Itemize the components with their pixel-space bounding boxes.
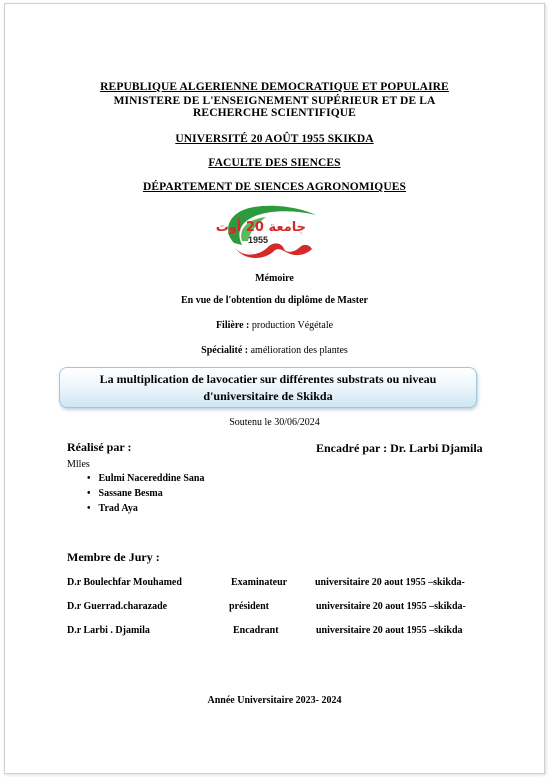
- jury-title: Membre de Jury :: [67, 550, 160, 564]
- jury-member-name: D.r Larbi . Djamila: [67, 625, 150, 636]
- thesis-title-box: [59, 367, 477, 408]
- header-republic: REPUBLIQUE ALGERIENNE DEMOCRATIQUE ET POPULAIRE: [100, 81, 449, 93]
- jury-member-role: Examinateur: [231, 577, 288, 588]
- defense-date: Soutenu le 30/06/2024: [229, 417, 320, 428]
- logo-red-wave: [234, 243, 312, 258]
- jury-member-role: président: [229, 601, 269, 612]
- thesis-title-line2: d'universitaire de Skikda: [203, 389, 333, 403]
- student-item: • Sassane Besma: [87, 488, 163, 499]
- specialite-value: amélioration des plantes: [248, 345, 348, 356]
- student-item: • Trad Aya: [87, 503, 138, 514]
- jury-member-university: universitaire 20 aout 1955 –skikda-: [315, 577, 465, 588]
- logo-year: 1955: [248, 235, 269, 245]
- jury-member-university: universitaire 20 aout 1955 –skikda: [316, 625, 463, 636]
- header-university: UNIVERSITÉ 20 AOÛT 1955 SKIKDA: [175, 133, 374, 145]
- jury-member-role: Encadrant: [233, 625, 279, 636]
- encadre-par-label: Encadré par: [316, 441, 381, 455]
- university-logo: [215, 203, 324, 259]
- thesis-title-line1: La multiplication de lavocatier sur différentes substrats ou niveau: [99, 372, 437, 386]
- academic-year: Année Universitaire 2023- 2024: [207, 695, 342, 706]
- specialite-label: Spécialité :: [201, 345, 249, 356]
- encadre-par-line: [316, 441, 483, 456]
- encadre-par-value: : Dr. Larbi Djamila: [380, 441, 483, 455]
- jury-member-name: D.r Boulechfar Mouhamed: [67, 577, 182, 588]
- header-ministry-text: MINISTERE DE L'ENSEIGNEMENT SUPÉRIEUR ET DE LA RECHERCHE SCIENTIFIQUE: [113, 95, 436, 119]
- filiere-line: [0, 320, 549, 331]
- header-ministry: [0, 95, 549, 119]
- memoire-label: Mémoire: [255, 273, 294, 284]
- specialite-line: [0, 345, 549, 356]
- header-faculty: FACULTE DES SIENCES: [208, 157, 341, 169]
- obtention-line: En vue de l'obtention du diplôme de Master: [181, 295, 368, 306]
- logo-arabic-text: جامعة 20 أوت: [215, 220, 306, 235]
- mlles-label: Mlles: [67, 459, 90, 470]
- filiere-label: Filière :: [215, 320, 250, 331]
- header-department: DÉPARTEMENT DE SIENCES AGRONOMIQUES: [142, 181, 407, 193]
- jury-member-university: universitaire 20 aout 1955 –skikda-: [316, 601, 466, 612]
- filiere-value: production Végétale: [249, 320, 334, 331]
- student-item: • Eulmi Nacereddine Sana: [87, 473, 204, 484]
- jury-member-name: D.r Guerrad.charazade: [67, 601, 168, 612]
- realise-par-label: Réalisé par :: [67, 440, 132, 454]
